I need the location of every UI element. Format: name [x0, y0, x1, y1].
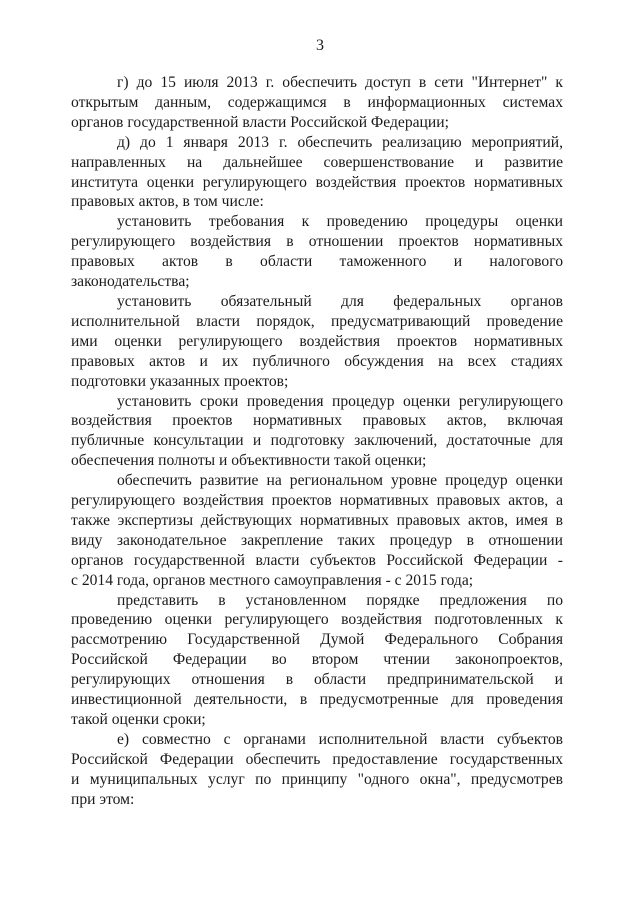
- paragraph: [71, 212, 563, 292]
- text-line: д) до 1 января 2013 г. обеспечить реализацию мероприятий,: [117, 133, 563, 151]
- text-line: обеспечить развитие на региональном уровне процедур оценки: [117, 472, 563, 490]
- text-line: установить сроки проведения процедур оценки регулирующего: [117, 392, 563, 410]
- text-line: органов государственной власти субъектов Российской Федерации -: [71, 551, 563, 569]
- text-line: установить требования к проведению процедуры оценки: [117, 213, 563, 231]
- text-line: рассмотрению Государственной Думой Федерального Собрания: [71, 631, 563, 649]
- text-line: г) до 15 июля 2013 г. обеспечить доступ в сети "Интернет" к: [117, 74, 563, 91]
- text-line: регулирующего воздействия в отношении проектов нормативных: [71, 233, 563, 251]
- text-line: Российской Федерации во втором чтении законопроектов,: [71, 651, 563, 669]
- text-line: представить в установленном порядке предложения по: [117, 591, 563, 609]
- text-line: исполнительной власти порядок, предусматривающий проведение: [71, 312, 563, 330]
- text-line: ими оценки регулирующего воздействия проектов нормативных: [71, 332, 563, 350]
- text-line: установить обязательный для федеральных органов: [117, 292, 563, 310]
- paragraph: [71, 591, 563, 730]
- text-line: Российской Федерации обеспечить предоставление государственных: [71, 750, 563, 768]
- text-line: направленных на дальнейшее совершенствование и развитие: [71, 153, 563, 171]
- text-line: и муниципальных услуг по принципу "одного окна", предусмотрев: [71, 770, 563, 788]
- text-line: подготовки указанных проектов;: [71, 372, 289, 390]
- page-number: 3: [316, 37, 324, 54]
- text-line: проведению оценки регулирующего воздействия подготовленных к: [71, 611, 563, 629]
- paragraph: [71, 292, 563, 392]
- document-body: [71, 73, 563, 810]
- text-line: регулирующих отношения в области предпринимательской и: [71, 671, 563, 689]
- text-line: органов государственной власти Российской Федерации;: [71, 113, 449, 131]
- paragraph: [71, 730, 563, 810]
- text-line: открытым данным, содержащимся в информационных системах: [71, 93, 563, 111]
- text-line: обеспечения полноты и объективности такой оценки;: [71, 452, 427, 470]
- paragraph: [71, 392, 563, 472]
- text-line: такой оценки сроки;: [71, 711, 206, 728]
- text-line: виду законодательное закрепление таких процедур в отношении: [71, 531, 563, 549]
- text-line: правовых актов, в том числе:: [71, 193, 264, 211]
- text-line: института оценки регулирующего воздействия проектов нормативных: [71, 173, 563, 191]
- text-line: правовых актов в области таможенного и налогового: [71, 253, 563, 271]
- text-line: публичные консультации и подготовку заключений, достаточные для: [71, 432, 563, 450]
- text-line: также экспертизы действующих нормативных правовых актов, имея в: [71, 511, 563, 529]
- text-line: воздействия проектов нормативных правовых актов, включая: [71, 412, 563, 430]
- text-line: е) совместно с органами исполнительной власти субъектов: [117, 730, 563, 748]
- paragraph: [71, 133, 563, 213]
- text-line: регулирующего воздействия проектов нормативных правовых актов, а: [71, 492, 563, 510]
- text-line: инвестиционной деятельности, в предусмотренные для проведения: [71, 691, 563, 709]
- text-line: правовых актов и их публичного обсуждения на всех стадиях: [71, 352, 563, 370]
- text-line: с 2014 года, органов местного самоуправления - с 2015 года;: [71, 571, 474, 589]
- text-line: законодательства;: [71, 273, 190, 291]
- text-line: при этом:: [71, 790, 135, 808]
- paragraph: [71, 471, 563, 590]
- paragraph: [71, 73, 563, 133]
